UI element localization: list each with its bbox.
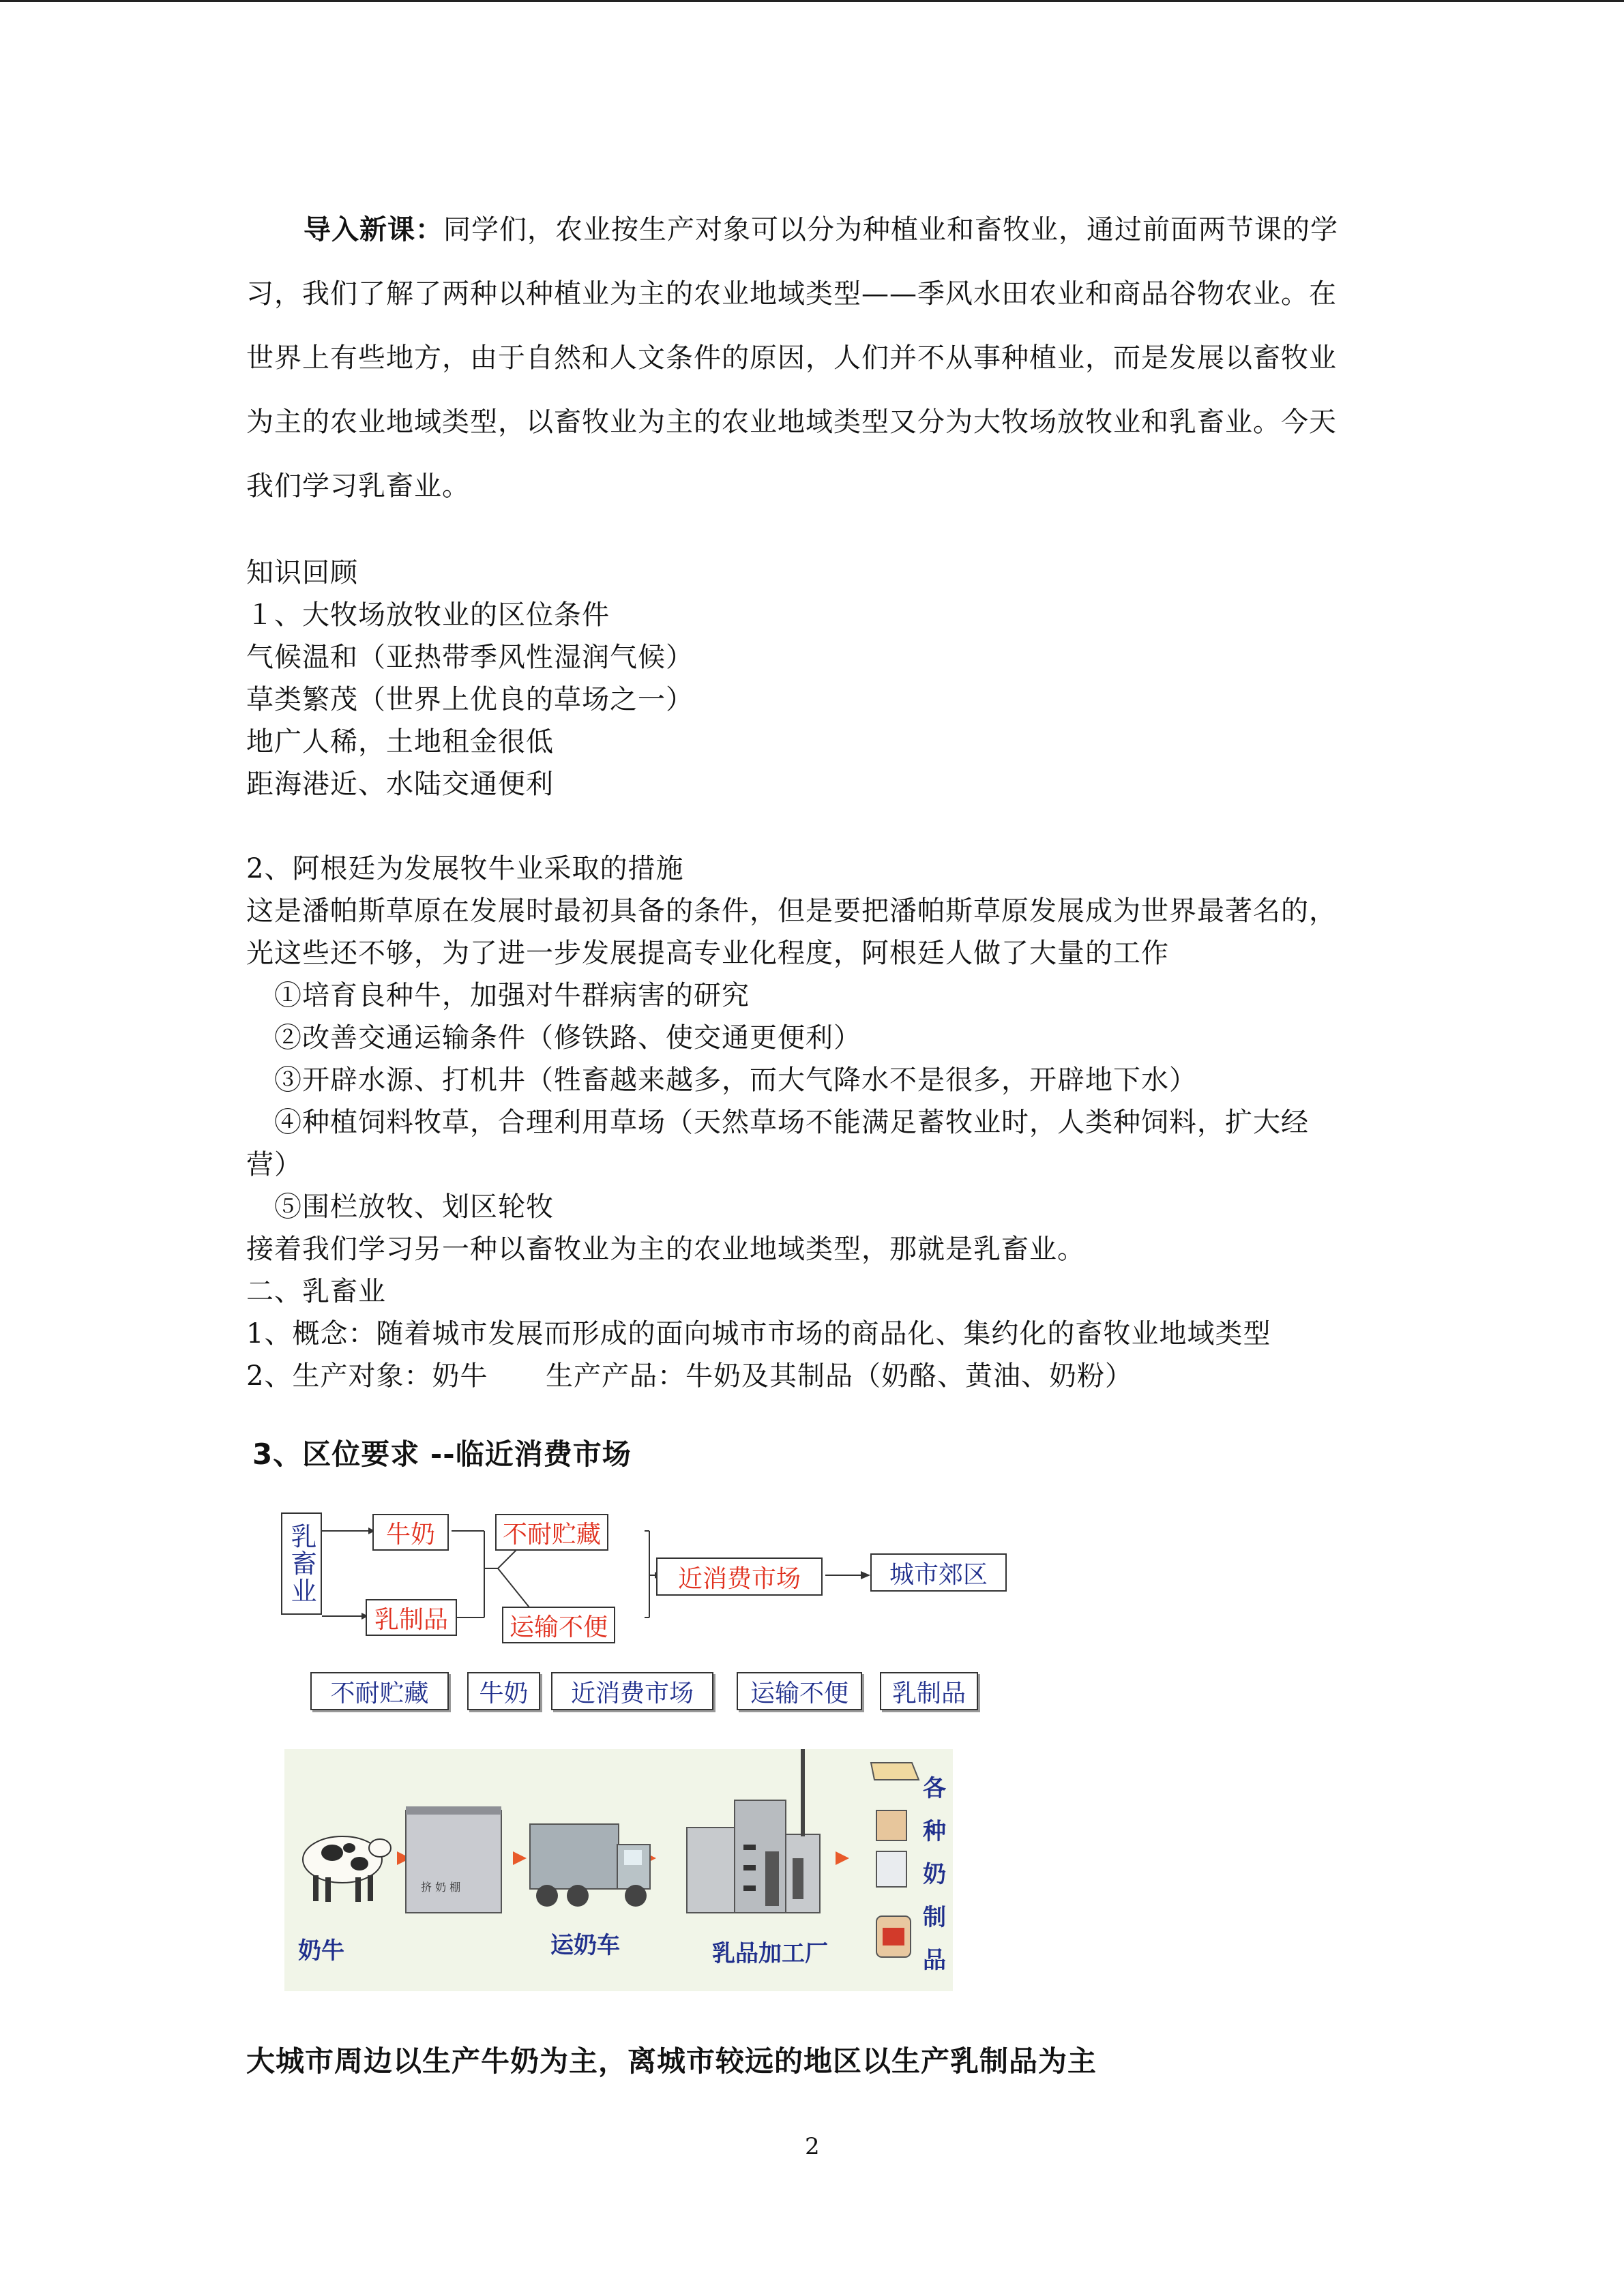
- card-perishable: 不耐贮藏: [310, 1672, 449, 1710]
- product-char: 种: [923, 1818, 946, 1845]
- intro-line: 同学们，农业按生产对象可以分为种植业和畜牧业，通过前面两节课的学: [443, 214, 1338, 245]
- dairy-products-icon: [871, 1763, 919, 1957]
- product-char: 各: [923, 1775, 946, 1802]
- milking-shed-icon: [406, 1806, 501, 1913]
- market-box: 近消费市场: [656, 1557, 823, 1596]
- measure-item: ⑤围栏放牧、划区轮牧: [274, 1191, 554, 1223]
- review-line: 距海港近、水陆交通便利: [246, 769, 554, 800]
- review-item1-title: １、大牧场放牧业的区位条件: [246, 599, 610, 631]
- review-line: 光这些还不够，为了进一步发展提高专业化程度，阿根廷人做了大量的工作: [246, 938, 1169, 969]
- perishable-box: 不耐贮藏: [495, 1514, 608, 1551]
- measure-item: ②改善交通运输条件（修铁路、使交通更便利）: [274, 1022, 861, 1054]
- factory-label: 乳品加工厂: [712, 1940, 828, 1967]
- root-label: 乳畜业: [286, 1523, 316, 1605]
- intro-line: 世界上有些地方，由于自然和人文条件的原因，人们并不从事种植业，而是发展以畜牧业: [246, 342, 1337, 374]
- review-line: 气候温和（亚热带季风性湿润气候）: [246, 642, 694, 673]
- page-number: 2: [805, 2133, 821, 2160]
- review-line: 这是潘帕斯草原在发展时最初具备的条件，但是要把潘帕斯草原发展成为世界最著名的，: [246, 895, 1337, 927]
- measure-item: ④种植饲料牧草，合理利用草场（天然草场不能满足蓄牧业时，人类种饲料，扩大经: [274, 1107, 1309, 1138]
- milk-truck-icon: [530, 1824, 650, 1907]
- intro-line: 习，我们了解了两种以种植业为主的农业地域类型——季风水田农业和商品谷物农业。在: [246, 278, 1337, 310]
- suburb-box: 城市郊区: [870, 1553, 1007, 1592]
- production-object: 2、生产对象：奶牛: [246, 1360, 488, 1392]
- intro-lead: 导入新课：: [304, 213, 443, 245]
- shed-label: 挤 奶 棚: [421, 1881, 461, 1894]
- measure-item: ③开辟水源、打机井（牲畜越来越多，而大气降水不是很多，开辟地下水）: [274, 1064, 1197, 1096]
- section2-title: 二、乳畜业: [246, 1276, 386, 1307]
- card-market: 近消费市场: [551, 1672, 713, 1710]
- dairy-box: 乳制品: [366, 1599, 457, 1636]
- truck-label: 运奶车: [550, 1932, 620, 1959]
- conclusion-text: 大城市周边以生产牛奶为主，离城市较远的地区以生产乳制品为主: [246, 2044, 1097, 2078]
- transport-box: 运输不便: [502, 1607, 615, 1643]
- review-line: 草类繁茂（世界上优良的草场之一）: [246, 684, 694, 715]
- card-milk: 牛奶: [467, 1672, 540, 1710]
- cow-icon: [303, 1836, 391, 1902]
- milk-box: 牛奶: [372, 1514, 449, 1551]
- product-char: 奶: [923, 1861, 946, 1888]
- card-transport: 运输不便: [737, 1672, 862, 1710]
- intro-paragraph: [246, 198, 1378, 518]
- intro-line: 为主的农业地域类型，以畜牧业为主的农业地域类型又分为大牧场放牧业和乳畜业。今天: [246, 406, 1337, 438]
- production-product: 生产产品：牛奶及其制品（奶酪、黄油、奶粉）: [546, 1360, 1133, 1392]
- intro-line: 我们学习乳畜业。: [246, 471, 470, 502]
- dairy-chain-illustration: [284, 1749, 953, 1991]
- review-item2-title: 2、阿根廷为发展牧牛业采取的措施: [246, 853, 684, 884]
- top-border: [0, 0, 1624, 2]
- measure-item: 营）: [246, 1149, 302, 1180]
- location-heading: 3、区位要求 --临近消费市场: [252, 1437, 632, 1471]
- product-char: 品: [923, 1947, 946, 1974]
- product-char: 制: [923, 1904, 946, 1931]
- review-line: 地广人稀，土地租金很低: [246, 726, 554, 758]
- measure-item: ①培育良种牛，加强对牛群病害的研究: [274, 980, 750, 1011]
- cow-label: 奶牛: [298, 1937, 344, 1965]
- card-dairy: 乳制品: [880, 1672, 978, 1710]
- review-heading: 知识回顾: [246, 557, 358, 588]
- transition-text: 接着我们学习另一种以畜牧业为主的农业地域类型，那就是乳畜业。: [246, 1234, 1085, 1265]
- concept-text: 1、概念：随着城市发展而形成的面向城市市场的商品化、集约化的畜牧业地域类型: [246, 1318, 1271, 1350]
- dairy-factory-icon: [687, 1749, 820, 1913]
- root-box: [281, 1512, 322, 1615]
